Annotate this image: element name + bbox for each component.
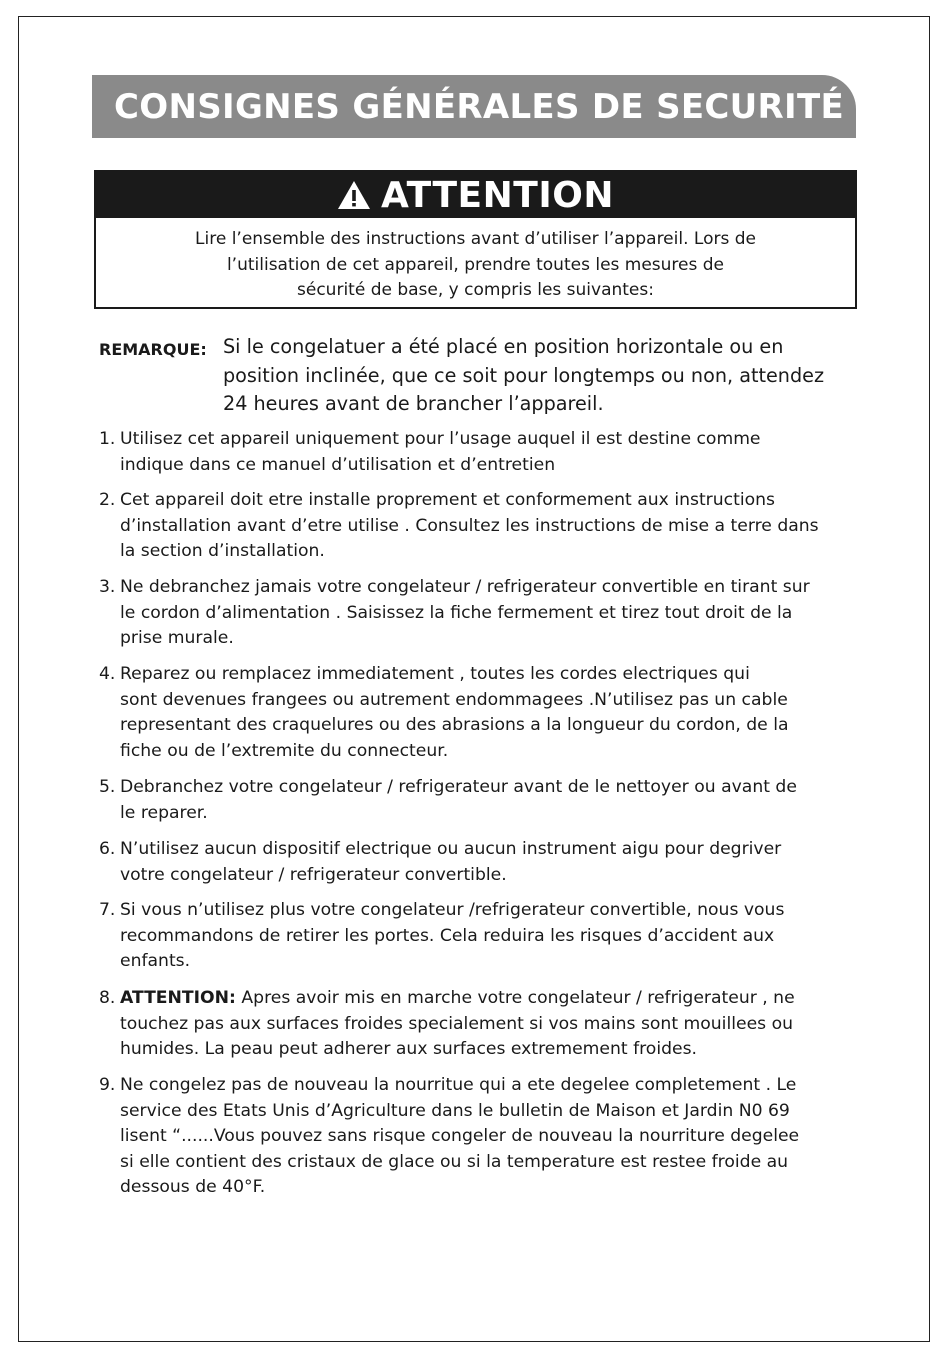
item-line: Reparez ou remplacez immediatement , toutes les cordes electriques qui bbox=[120, 664, 750, 684]
list-item bbox=[99, 986, 864, 1063]
item-line: le cordon d’alimentation . Saisissez la fiche fermement et tirez tout droit de la bbox=[120, 602, 793, 623]
list-item bbox=[99, 1073, 864, 1201]
item-number: 2. bbox=[99, 490, 116, 510]
remark-line: 24 heures avant de brancher l’appareil. bbox=[223, 392, 604, 415]
item-line: Utilisez cet appareil uniquement pour l’usage auquel il est destine comme bbox=[120, 429, 761, 449]
item-line: fiche ou de l’extremite du connecteur. bbox=[120, 740, 449, 761]
item-line: representant des craquelures ou des abrasions a la longueur du cordon, de la bbox=[120, 715, 789, 735]
remark-label: REMARQUE: bbox=[99, 340, 207, 359]
remark-line: Si le congelatuer a été placé en position horizontale ou en bbox=[223, 335, 784, 358]
item-line: votre congelateur / refrigerateur convertible. bbox=[120, 864, 507, 885]
item-line: Apres avoir mis en marche votre congelateur / refrigerateur , ne bbox=[235, 988, 795, 1008]
item-line: Ne congelez pas de nouveau la nourritue qui a ete degelee completement . Le bbox=[120, 1075, 797, 1095]
attention-line: Lire l’ensemble des instructions avant d’utiliser l’appareil. Lors de bbox=[195, 229, 756, 249]
list-item bbox=[99, 575, 864, 652]
item-line: si elle contient des cristaux de glace ou si la temperature est restee froide au bbox=[120, 1151, 789, 1172]
list-item bbox=[99, 662, 864, 764]
attention-line: sécurité de base, y compris les suivantes: bbox=[297, 280, 654, 300]
item-text bbox=[120, 775, 864, 826]
item-line: enfants. bbox=[120, 951, 191, 971]
item-number: 1. bbox=[99, 429, 116, 449]
item-number: 6. bbox=[99, 839, 116, 859]
item-line: Cet appareil doit etre installe proprement et conformement aux instructions bbox=[120, 490, 775, 510]
item-line: dessous de 40°F. bbox=[120, 1177, 266, 1197]
remark-line: position inclinée, que ce soit pour longtemps ou non, attendez bbox=[223, 363, 825, 387]
item-line: prise murale. bbox=[120, 628, 234, 648]
item-line: touchez pas aux surfaces froides specialement si vos mains sont mouillees ou bbox=[120, 1013, 793, 1034]
item-line: recommandons de retirer les portes. Cela reduira les risques d’accident aux bbox=[120, 925, 775, 946]
item-line: Si vous n’utilisez plus votre congelateur /refrigerateur convertible, nous vous bbox=[120, 900, 785, 920]
item-line: d’installation avant d’etre utilise . Consultez les instructions de mise a terre dans bbox=[120, 515, 819, 536]
item-number: 7. bbox=[99, 900, 116, 920]
item-text bbox=[120, 1073, 864, 1201]
item-line: service des Etats Unis d’Agriculture dans le bulletin de Maison et Jardin N0 69 bbox=[120, 1100, 790, 1121]
item-text bbox=[120, 427, 864, 478]
item-line: Debranchez votre congelateur / refrigerateur avant de le nettoyer ou avant de bbox=[120, 777, 797, 797]
item-text bbox=[120, 986, 864, 1063]
item-line: lisent “......Vous pouvez sans risque congeler de nouveau la nourriture degelee bbox=[120, 1126, 800, 1146]
item-text bbox=[120, 575, 864, 652]
item-line: N’utilisez aucun dispositif electrique ou aucun instrument aigu pour degriver bbox=[120, 839, 782, 859]
list-item bbox=[99, 837, 864, 888]
item-number: 4. bbox=[99, 664, 116, 684]
section-title-banner bbox=[92, 75, 856, 138]
item-text bbox=[120, 488, 864, 565]
remark-text bbox=[223, 333, 863, 419]
item-lead-label: ATTENTION: bbox=[120, 988, 236, 1008]
attention-title: ATTENTION bbox=[381, 174, 614, 216]
item-line: sont devenues frangees ou autrement endommagees .N’utilisez pas un cable bbox=[120, 689, 788, 710]
item-text bbox=[120, 662, 864, 764]
attention-box bbox=[94, 170, 857, 309]
item-text bbox=[120, 837, 864, 888]
item-line: la section d’installation. bbox=[120, 541, 325, 561]
list-item bbox=[99, 775, 864, 826]
attention-text bbox=[96, 218, 855, 304]
warning-triangle-icon bbox=[337, 180, 371, 210]
item-number: 9. bbox=[99, 1075, 116, 1095]
item-number: 8. bbox=[99, 988, 116, 1008]
list-item bbox=[99, 488, 864, 565]
list-item bbox=[99, 427, 864, 478]
item-line: le reparer. bbox=[120, 802, 208, 823]
item-number: 5. bbox=[99, 777, 116, 797]
item-line: indique dans ce manuel d’utilisation et d’entretien bbox=[120, 454, 556, 475]
item-text bbox=[120, 898, 864, 975]
item-line: Ne debranchez jamais votre congelateur / refrigerateur convertible en tirant sur bbox=[120, 577, 810, 597]
attention-line: l’utilisation de cet appareil, prendre toutes les mesures de bbox=[226, 254, 725, 275]
item-line: humides. La peau peut adherer aux surfaces extremement froides. bbox=[120, 1039, 698, 1059]
attention-header bbox=[96, 172, 855, 218]
item-number: 3. bbox=[99, 577, 116, 597]
page-title: CONSIGNES GÉNÉRALES DE SECURITÉ bbox=[114, 86, 844, 127]
list-item bbox=[99, 898, 864, 975]
